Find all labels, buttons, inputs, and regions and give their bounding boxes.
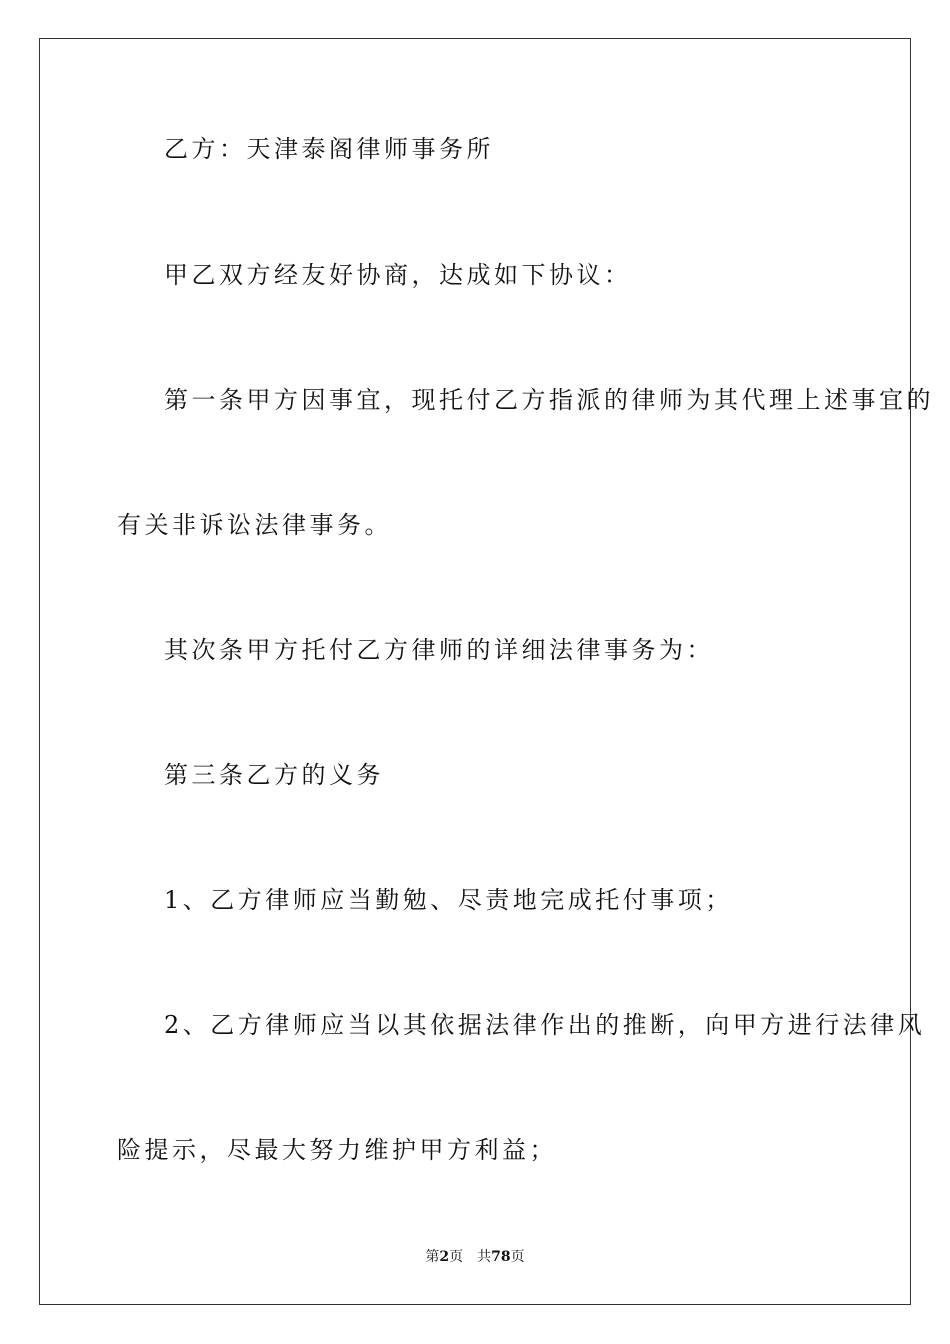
article-1-line-1: 第一条甲方因事宜，现托付乙方指派的律师为其代理上述事宜的	[164, 386, 934, 414]
article-3-heading: 第三条乙方的义务	[164, 761, 384, 789]
clause-1-line: 1、乙方律师应当勤勉、尽责地完成托付事项；	[164, 886, 733, 914]
page-border	[39, 38, 911, 1305]
article-1-line-2: 有关非诉讼法律事务。	[117, 511, 392, 539]
page-prefix: 第	[425, 1249, 440, 1265]
page-number: 2	[439, 1249, 450, 1265]
party-b-line: 乙方：天津泰阁律师事务所	[164, 135, 494, 163]
total-pages: 78	[491, 1249, 511, 1265]
agreement-intro: 甲乙双方经友好协商，达成如下协议：	[164, 261, 632, 289]
clause-2-line-1: 2、乙方律师应当以其依据法律作出的推断，向甲方进行法律风	[164, 1011, 926, 1039]
page-suffix: 页	[449, 1249, 464, 1265]
total-suffix: 页	[510, 1249, 525, 1265]
page-footer	[0, 1247, 950, 1267]
article-2-line: 其次条甲方托付乙方律师的详细法律事务为：	[164, 636, 714, 664]
clause-2-line-2: 险提示，尽最大努力维护甲方利益；	[117, 1136, 557, 1164]
total-prefix: 共	[477, 1249, 492, 1265]
